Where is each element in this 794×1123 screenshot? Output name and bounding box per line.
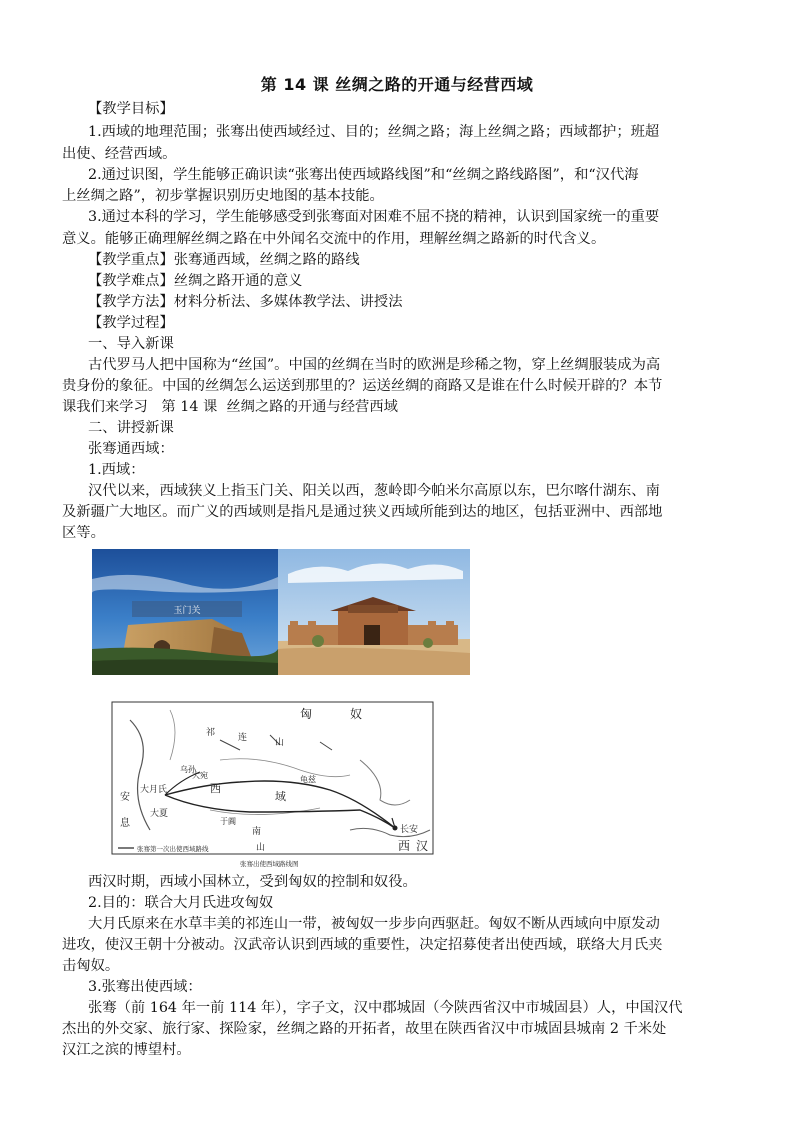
- process-heading: 【教学过程】: [88, 315, 174, 331]
- key-point: 【教学重点】张骞通西域，丝绸之路的路线: [88, 252, 360, 268]
- map-label: 长安: [400, 825, 419, 835]
- zhangqian-heading: 张骞通西域：: [88, 441, 174, 457]
- map-label: 大夏: [150, 809, 169, 819]
- map-label: 祁: [206, 728, 216, 738]
- objectives-heading: 【教学目标】: [88, 101, 174, 117]
- map-label: 奴: [350, 707, 363, 721]
- mission-line-3: 汉江之滨的博望村。: [62, 1042, 191, 1058]
- purpose-heading: 2.目的：联合大月氏进攻匈奴: [88, 895, 274, 911]
- map-label: 汉: [416, 839, 429, 853]
- mission-line-2: 杰出的外交家、旅行家、探险家，丝绸之路的开拓者，故里在陕西省汉中市城固县城南 2 千米处: [62, 1021, 667, 1037]
- intro-line-3: 课我们来学习 第 14 课 丝绸之路的开通与经营西域: [62, 399, 398, 415]
- intro-line-1: 古代罗马人把中国称为“丝国”。中国的丝绸在当时的欧洲是珍稀之物，穿上丝绸服装成为高: [88, 357, 661, 373]
- objective-2-line-1: 2.通过识图，学生能够正确识读“张骞出使西域路线图”和“丝绸之路线路图”，和“汉代海: [88, 167, 639, 183]
- map-label: 安: [120, 792, 130, 803]
- objective-3-line-2: 意义。能够正确理解丝绸之路在中外闻名交流中的作用，理解丝绸之路新的时代含义。: [62, 231, 606, 247]
- intro-line-2: 贵身份的象征。中国的丝绸怎么运送到那里的？运送丝绸的商路又是谁在什么时候开辟的？本节: [62, 378, 663, 394]
- after-map-line: 西汉时期，西域小国林立，受到匈奴的控制和奴役。: [88, 874, 417, 890]
- xiyu-line-1: 汉代以来，西域狭义上指玉门关、阳关以西，葱岭即今帕米尔高原以东，巴尔喀什湖东、南: [88, 483, 660, 499]
- objective-1-line-1: 1.西域的地理范围；张骞出使西域经过、目的；丝绸之路；海上丝绸之路；西域都护；班超: [88, 124, 660, 140]
- map-label: 大月氏: [140, 785, 168, 795]
- yumenguan-photo: [92, 549, 278, 675]
- map-caption: 张骞出使西域路线图: [240, 860, 299, 868]
- map-label: 息: [120, 818, 130, 829]
- xiyu-line-3: 区等。: [62, 525, 105, 541]
- section-1-heading: 一、导入新课: [88, 336, 174, 352]
- objective-2-line-2: 上丝绸之路”，初步掌握识别历史地图的基本技能。: [62, 188, 384, 204]
- zhangqian-route-map: [110, 700, 435, 870]
- xiyu-line-2: 及新疆广大地区。而广义的西域则是指凡是通过狭义西域所能到达的地区，包括亚洲中、西部地: [62, 504, 663, 520]
- map-legend: 张骞第一次出使西域路线: [137, 845, 209, 853]
- yangguan-photo: [278, 549, 470, 675]
- map-label: 乌孙: [180, 765, 196, 774]
- map-label: 于阗: [220, 817, 236, 826]
- purpose-line-1: 大月氏原来在水草丰美的祁连山一带，被匈奴一步步向西驱赶。匈奴不断从西域向中原发动: [88, 916, 660, 932]
- map-label: 山: [275, 738, 285, 748]
- map-label: 连: [238, 733, 248, 743]
- objective-1-line-2: 出使、经营西域。: [62, 146, 177, 162]
- teaching-method: 【教学方法】材料分析法、多媒体教学法、讲授法: [88, 294, 403, 310]
- lesson-title: 第 14 课 丝绸之路的开通与经营西域: [260, 75, 534, 94]
- map-label: 南: [252, 827, 262, 837]
- purpose-line-3: 击匈奴。: [62, 958, 120, 974]
- mission-line-1: 张骞（前 164 年一前 114 年），字子文，汉中郡城固（今陕西省汉中市城固县）人，中国汉代: [88, 1000, 683, 1016]
- map-label: 域: [275, 790, 286, 803]
- map-label: 匈: [300, 707, 313, 721]
- map-label: 龟兹: [300, 775, 316, 784]
- objective-3-line-1: 3.通过本科的学习，学生能够感受到张骞面对困难不屈不挠的精神，认识到国家统一的重要: [88, 209, 660, 225]
- map-label: 西: [210, 782, 221, 795]
- photo-caption: 玉门关: [173, 606, 201, 616]
- mission-heading: 3.张骞出使西域：: [88, 979, 202, 995]
- difficulty: 【教学难点】丝绸之路开通的意义: [88, 273, 303, 289]
- xiyu-heading: 1.西域：: [88, 462, 145, 478]
- map-label: 西: [398, 839, 411, 853]
- map-label: 山: [256, 843, 266, 853]
- purpose-line-2: 进攻，使汉王朝十分被动。汉武帝认识到西域的重要性，决定招募使者出使西域，联络大月氏夹: [62, 937, 663, 953]
- section-2-heading: 二、讲授新课: [88, 420, 174, 436]
- map-label: 大宛: [192, 771, 208, 780]
